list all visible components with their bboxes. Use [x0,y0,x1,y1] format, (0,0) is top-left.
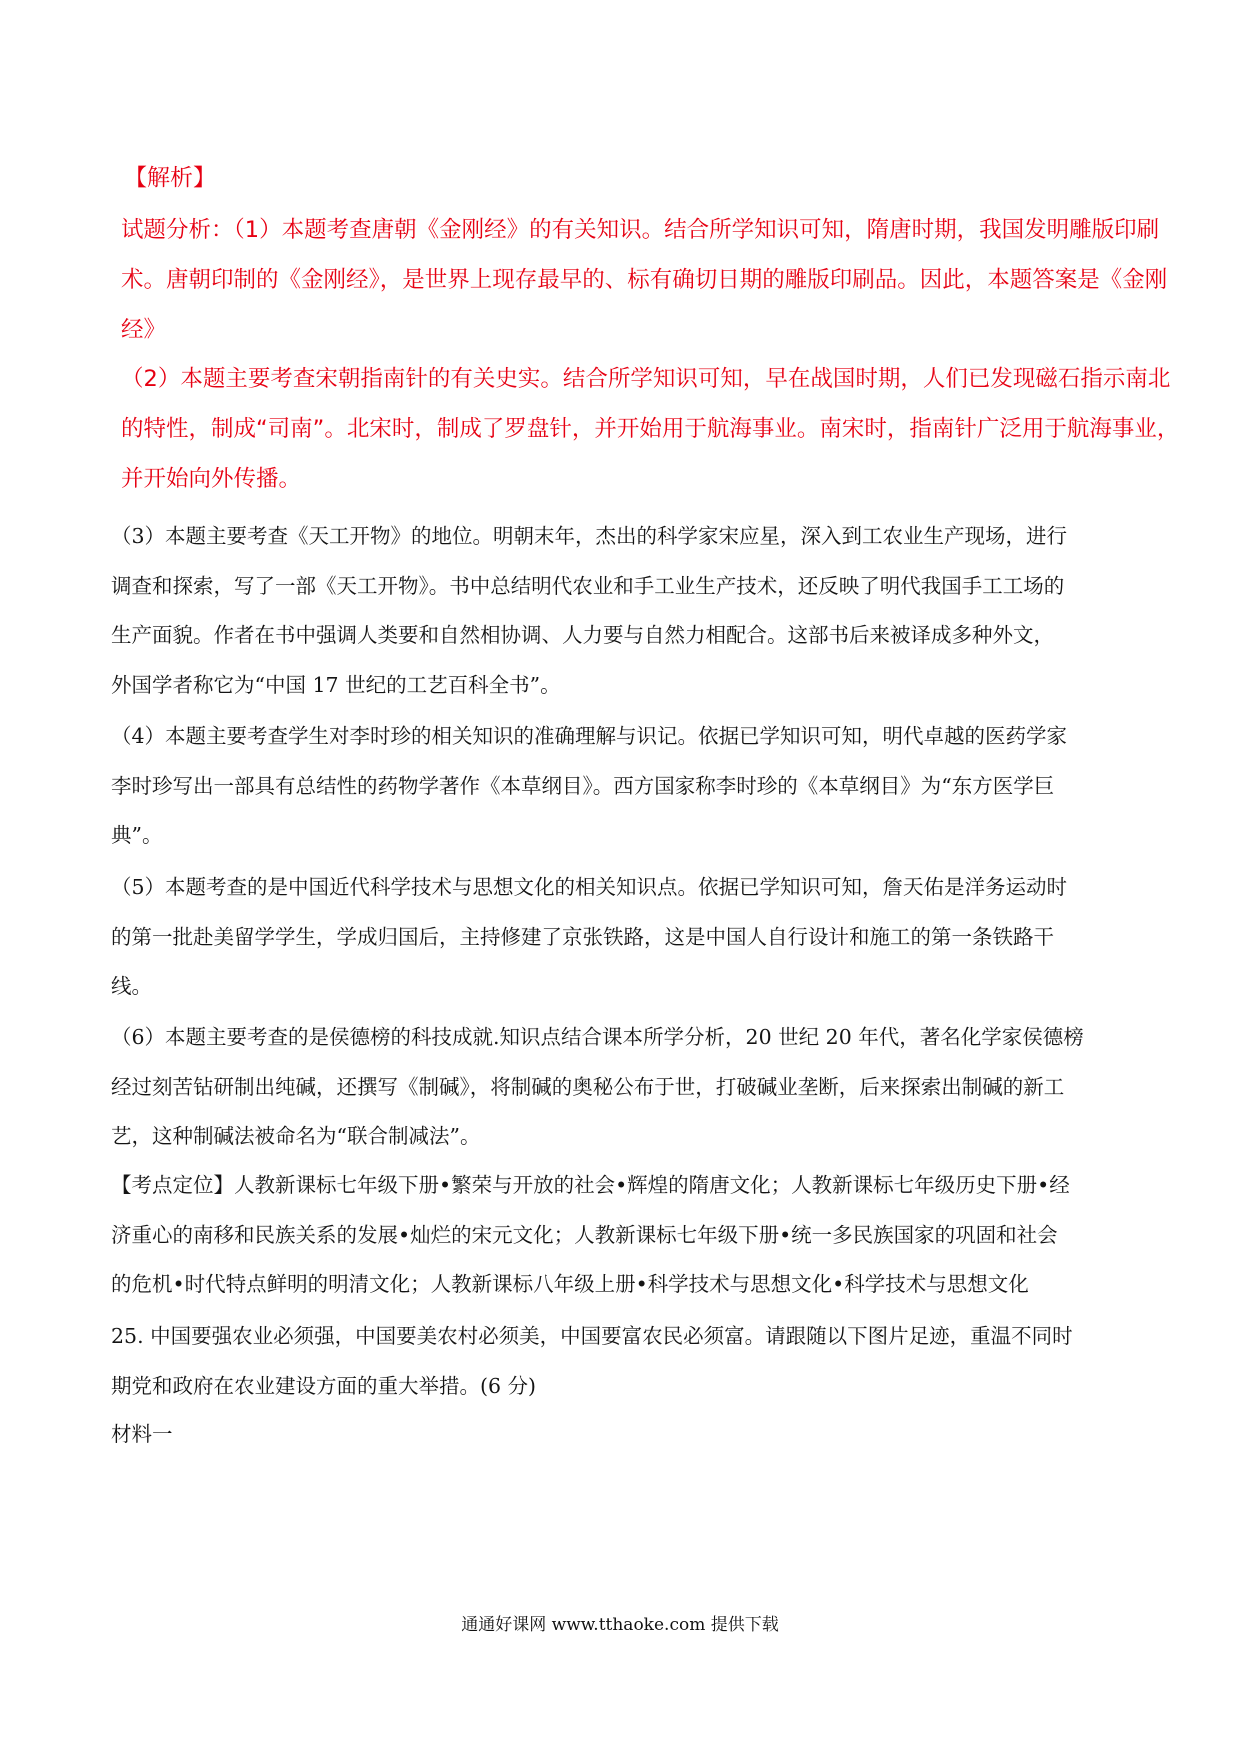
text-line: 济重心的南移和民族关系的发展•灿烂的宋元文化；人教新课标七年级下册•统一多民族国家的巩固和社会 [111,1222,1058,1247]
text-line: 艺，这种制碱法被命名为“联合制减法”。 [111,1124,481,1148]
page-footer: 通通好课网 www.tthaoke.com 提供下载 [461,1615,779,1635]
answer-paragraph-2 [121,354,1180,504]
text-line: 材料一 [111,1422,173,1446]
answer-paragraph-6 [111,1013,1141,1162]
answer-paragraph-1 [121,205,1168,355]
text-line: 并开始向外传播。 [121,466,302,492]
answer-paragraph-5 [111,863,1141,1012]
text-line: 的特性，制成“司南”。北宋时，制成了罗盘针，并开始用于航海事业。南宋时，指南针广泛用于航海事业， [121,416,1180,442]
text-line: 试题分析：（1）本题考查唐朝《金刚经》的有关知识。结合所学知识可知，隋唐时期，我国发明雕版印刷 [121,217,1160,243]
text-line: （2）本题主要考查宋朝指南针的有关史实。结合所学知识可知，早在战国时期，人们已发现磁石指示南北 [121,366,1171,392]
text-line: （5）本题考查的是中国近代科学技术与思想文化的相关知识点。依据已学知识可知，詹天佑是洋务运动时 [111,875,1068,899]
text-line: 经》 [121,317,167,343]
answer-paragraph-4 [111,712,1141,861]
text-line: （4）本题主要考查学生对李时珍的相关知识的准确理解与识记。依据已学知识可知，明代卓越的医药学家 [111,724,1068,748]
text-line: 李时珍写出一部具有总结性的药物学著作《本草纲目》。西方国家称李时珍的《本草纲目》为“东方医学巨 [111,773,1055,798]
text-line: 【考点定位】人教新课标七年级下册•繁荣与开放的社会•辉煌的隋唐文化；人教新课标七年级历史下册•经 [111,1173,1070,1197]
text-line: 生产面貌。作者在书中强调人类要和自然相协调、人力要与自然力相配合。这部书后来被译成多种外文， [111,623,1054,647]
text-line: 的危机•时代特点鲜明的明清文化；人教新课标八年级上册•科学技术与思想文化•科学技术与思想文化 [111,1272,1029,1296]
text-line: 25. 中国要强农业必须强，中国要美农村必须美，中国要富农民必须富。请跟随以下图片足迹，重温不同时 [111,1324,1073,1348]
question-25 [111,1312,1141,1411]
text-line: 术。唐朝印制的《金刚经》，是世界上现存最早的、标有确切日期的雕版印刷品。因此，本题答案是《金刚 [121,267,1168,293]
text-line: 线。 [111,974,152,998]
text-line: 调查和探索，写了一部《天工开物》。书中总结明代农业和手工业生产技术，还反映了明代我国手工工场的 [111,573,1065,598]
knowledge-point [111,1161,1141,1310]
text-line: 典”。 [111,823,163,847]
answer-paragraph-3 [111,512,1141,710]
material-label [111,1410,1141,1460]
analysis-heading: 【解析】 [124,165,216,191]
text-line: 外国学者称它为“中国 17 世纪的工艺百科全书”。 [111,672,561,697]
text-line: （3）本题主要考查《天工开物》的地位。明朝末年，杰出的科学家宋应星，深入到工农业生产现场，进行 [111,524,1068,548]
text-line: 的第一批赴美留学学生，学成归国后，主持修建了京张铁路，这是中国人自行设计和施工的第一条铁路干 [111,924,1054,949]
text-line: 经过刻苦钻研制出纯碱，还撰写《制碱》，将制碱的奥秘公布于世，打破碱业垄断，后来探索出制碱的新工 [111,1074,1065,1099]
text-line: 期党和政府在农业建设方面的重大举措。(6 分) [111,1373,537,1398]
text-line: （6）本题主要考查的是侯德榜的科技成就.知识点结合课本所学分析，20 世纪 20 年代，著名化学家侯德榜 [111,1025,1084,1049]
